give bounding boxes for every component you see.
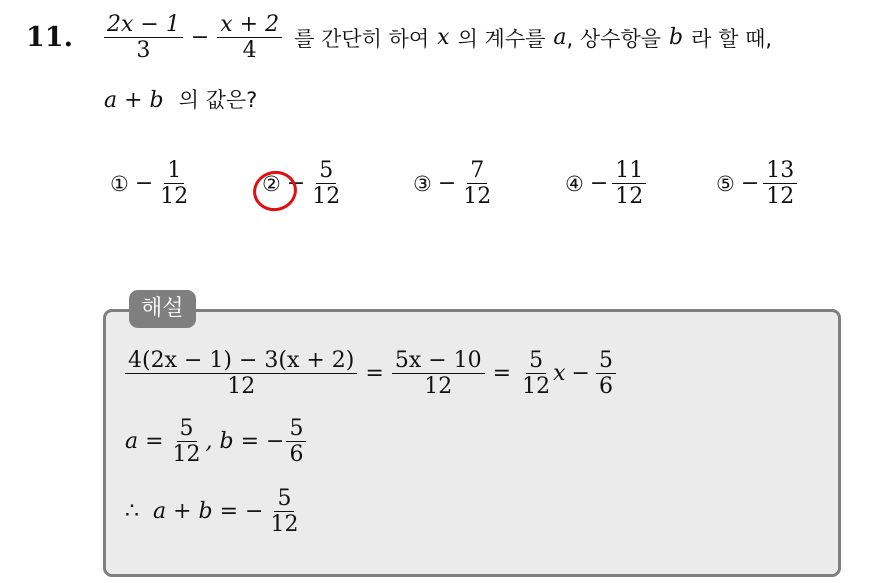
sol1-f4-numerator: 5	[596, 348, 616, 374]
choice-2[interactable]	[262, 158, 343, 210]
fraction-1-denominator: 3	[136, 38, 151, 64]
sol1-f1-numerator: 4(2x − 1) − 3(x + 2)	[125, 348, 357, 374]
sol2-a-eq: a =	[125, 429, 164, 455]
equals-sign: =	[365, 361, 384, 387]
choice-5-label: ⑤	[716, 171, 735, 196]
sol1-var-x: x	[553, 361, 566, 387]
sol2-fraction-2	[286, 416, 306, 468]
sol1-f3-numerator: 5	[526, 348, 546, 374]
choice-2-denominator: 12	[312, 184, 341, 210]
var-b: b	[669, 25, 684, 51]
sol2-f2-numerator: 5	[286, 416, 306, 442]
question-text-4: 라 할 때,	[691, 26, 773, 51]
fraction-1-numerator: 2x − 1	[104, 12, 183, 38]
fraction-1	[104, 12, 183, 64]
choice-4-sign: −	[589, 171, 609, 197]
choice-4-label: ④	[565, 171, 584, 196]
choice-5-sign: −	[740, 171, 760, 197]
choice-1-numerator: 1	[164, 158, 184, 184]
choice-3-label: ③	[413, 171, 432, 196]
therefore-symbol: ∴	[125, 499, 139, 525]
sol2-fraction-1	[170, 416, 204, 468]
sol1-fraction-4	[596, 348, 616, 400]
choice-1-fraction	[157, 158, 191, 210]
solution-tag: 해설	[129, 290, 196, 328]
sol1-f2-denominator: 12	[424, 374, 453, 400]
choice-1-sign: −	[134, 171, 154, 197]
fraction-2-denominator: 4	[242, 38, 257, 64]
answer-choices	[0, 158, 884, 228]
sol1-f4-denominator: 6	[598, 374, 613, 400]
question-text-1: 를 간단히 하여	[294, 26, 430, 51]
sol2-f2-denominator: 6	[289, 442, 304, 468]
var-a: a	[553, 25, 567, 51]
sol1-f2-numerator: 5x − 10	[392, 348, 485, 374]
choice-1-label: ①	[110, 171, 129, 196]
var-x: x	[437, 25, 450, 51]
choice-3-denominator: 12	[463, 184, 492, 210]
choice-3-numerator: 7	[467, 158, 487, 184]
question-line-1	[104, 12, 772, 64]
sol1-fraction-1	[125, 348, 357, 400]
choice-4-denominator: 12	[615, 184, 644, 210]
question-text-3: , 상수항을	[566, 26, 662, 51]
choice-5-denominator: 12	[766, 184, 795, 210]
choice-5-fraction	[763, 158, 797, 210]
question-text-5: 의 값은?	[178, 88, 258, 112]
expr-a-plus-b: a + b	[104, 88, 164, 113]
question-number: 11.	[26, 22, 73, 53]
choice-5[interactable]	[716, 158, 797, 210]
fraction-2-numerator: x + 2	[217, 12, 282, 38]
choice-1[interactable]	[110, 158, 191, 210]
minus-sign: −	[190, 25, 210, 51]
sol1-minus: −	[571, 361, 590, 387]
choice-1-denominator: 12	[160, 184, 189, 210]
choice-3[interactable]	[413, 158, 494, 210]
sol2-b-eq: , b = −	[205, 429, 285, 455]
solution-line-3	[125, 486, 301, 538]
fraction-2	[217, 12, 282, 64]
choice-2-fraction	[309, 158, 343, 210]
sol1-fraction-3	[519, 348, 553, 400]
choice-5-numerator: 13	[763, 158, 797, 184]
sol3-expr: a + b = −	[153, 499, 264, 525]
question-text-2: 의 계수를	[457, 26, 546, 51]
solution-line-2	[125, 416, 306, 468]
question-line-2	[104, 84, 257, 114]
choice-2-label: ②	[262, 171, 281, 196]
choice-2-sign: −	[286, 171, 306, 197]
choice-2-numerator: 5	[316, 158, 336, 184]
sol3-numerator: 5	[274, 486, 294, 512]
sol2-f1-denominator: 12	[172, 442, 201, 468]
choice-4-numerator: 11	[612, 158, 646, 184]
sol2-f1-numerator: 5	[177, 416, 197, 442]
choice-3-sign: −	[437, 171, 457, 197]
choice-4-fraction	[612, 158, 646, 210]
sol1-f1-denominator: 12	[227, 374, 256, 400]
sol1-f3-denominator: 12	[522, 374, 551, 400]
sol1-fraction-2	[392, 348, 485, 400]
equals-sign: =	[492, 361, 512, 387]
solution-line-1	[125, 348, 616, 400]
sol3-fraction	[267, 486, 301, 538]
choice-4[interactable]	[565, 158, 646, 210]
sol3-denominator: 12	[270, 512, 299, 538]
choice-3-fraction	[460, 158, 494, 210]
